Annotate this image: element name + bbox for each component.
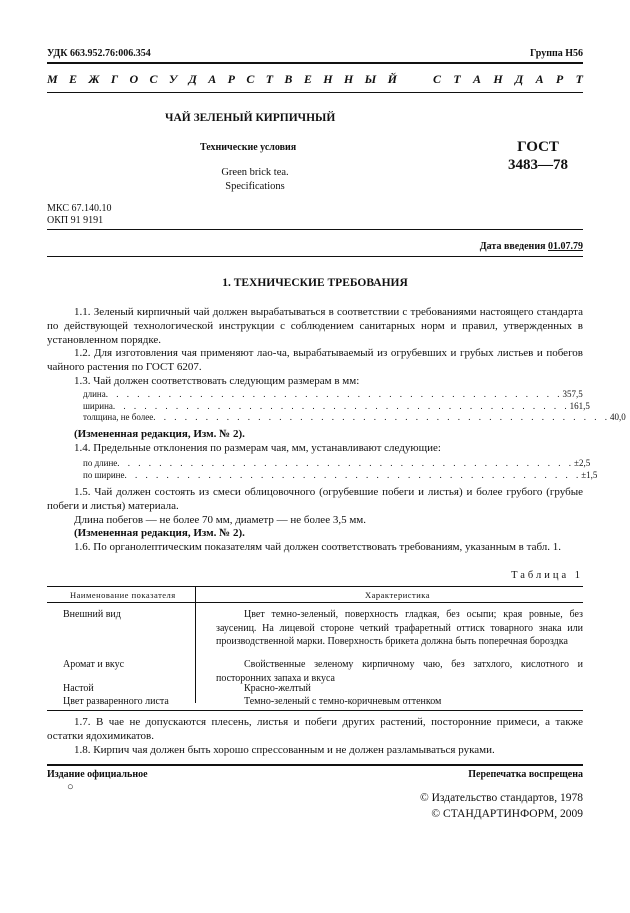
- heading-letter: А: [208, 72, 217, 86]
- heading-letter: А: [473, 72, 482, 86]
- english-title-line2: Specifications: [225, 181, 285, 192]
- circle-mark: ○: [67, 781, 74, 793]
- paragraph-1-5: 1.5. Чай должен состоять из смеси облицовочного (огрубевшие побеги и листья) и более грубого (грубые побеги и листья) материала.: [47, 486, 583, 512]
- deviation-row: по ширине . . . . . . . . . . . . . . . . . . . . . . . . . . . . . . . . . . . . . . . . . . . . ±1,5: [83, 469, 598, 480]
- size-row: ширина . . . . . . . . . . . . . . . . . . . . . . . . . . . . . . . . . . . . . . . . . . . . 161,5: [83, 400, 590, 411]
- heading-letter: С: [246, 72, 255, 86]
- table-column-divider: [195, 586, 196, 703]
- heading-letter: Т: [265, 72, 274, 86]
- deviation-row: по длине . . . . . . . . . . . . . . . . . . . . . . . . . . . . . . . . . . . . . . . . . . . . ±2,5: [83, 458, 591, 468]
- effective-date: [480, 241, 583, 252]
- heading-rule: [47, 92, 583, 93]
- heading-letter: В: [284, 72, 293, 86]
- heading-letter: С: [433, 72, 442, 86]
- paragraph-1-1: 1.1. Зеленый кирпичный чай должен вырабатываться в соответствии с требованиями настоящего стандарта по действующей технологической инструкции с соблюдением санитарных норм и правил, утвержденных в установленном порядке.: [47, 306, 583, 346]
- codes-rule: [47, 229, 583, 230]
- body-block-2: [47, 428, 583, 456]
- paragraph-1-4: 1.4. Предельные отклонения по размерам чая, мм, устанавливают следующие:: [74, 441, 441, 454]
- heading-letter: Н: [343, 72, 354, 86]
- copyright-publisher: © Издательство стандартов, 1978: [419, 792, 583, 804]
- gost-label: ГОСТ: [517, 139, 559, 155]
- heading-letter: А: [535, 72, 544, 86]
- header-rule: [47, 62, 583, 64]
- heading-letter: Ы: [364, 72, 377, 86]
- gost-number: [497, 138, 579, 174]
- body-block-4: [47, 716, 583, 757]
- heading-letter: Р: [555, 72, 564, 86]
- heading-letter: О: [129, 72, 139, 86]
- table-header-characteristic: Характеристика: [365, 590, 431, 600]
- paragraph-1-6: 1.6. По органолептическим показателям чай должен соответствовать требованиям, указанным в табл. 1.: [74, 541, 562, 554]
- heading-letter: Е: [69, 72, 78, 86]
- table-row-name: Настой: [63, 683, 94, 694]
- heading-letter: Т: [453, 72, 461, 86]
- okp-code: ОКП 91 9191: [47, 215, 104, 226]
- heading-letter: Й: [387, 72, 397, 86]
- paragraph-1-5b: Длина побегов — не более 70 мм, диаметр — не более 3,5 мм.: [74, 513, 366, 526]
- size-row: длина . . . . . . . . . . . . . . . . . . . . . . . . . . . . . . . . . . . . . . . . . . . . 357,5: [83, 389, 583, 399]
- effective-date-value: 01.07.79: [548, 241, 583, 252]
- reprint-prohibited: Перепечатка воспрещена: [468, 769, 583, 780]
- mks-code: МКС 67.140.10: [47, 203, 112, 214]
- effective-date-label: Дата введения: [479, 241, 546, 252]
- interstate-standard-heading: [47, 72, 583, 87]
- paragraph-1-7: 1.7. В чае не допускаются плесень, листья и побеги других растений, посторонние примеси, а также остатки ядохимикатов.: [47, 716, 583, 742]
- heading-letter: С: [149, 72, 158, 86]
- heading-letter: Ж: [88, 72, 100, 86]
- english-title: [200, 166, 310, 194]
- group-code: Группа Н56: [530, 48, 583, 59]
- table-row-name: Внешний вид: [63, 609, 121, 620]
- heading-letter: Р: [227, 72, 235, 86]
- udk-code: УДК 663.952.76:006.354: [47, 48, 151, 59]
- gost-code: 3483—78: [508, 157, 568, 173]
- size-row: толщина, не более . . . . . . . . . . . . . . . . . . . . . . . . . . . . . . . . . . . . . . . . . . . . 40,0: [83, 412, 626, 422]
- body-block-1: [47, 306, 583, 389]
- heading-letter: Е: [303, 72, 312, 86]
- amendment-note: (Измененная редакция, Изм. № 2).: [74, 527, 245, 540]
- paragraph-1-2: 1.2. Для изготовления чая применяют лао-ча, вырабатываемый из огрубевших и грубых листьев и побегов чайного растения по ГОСТ 6207.: [47, 347, 583, 374]
- table-row-name: Цвет разваренного листа: [63, 696, 169, 707]
- body-block-3: [47, 486, 583, 555]
- footer-rule: [47, 764, 583, 766]
- amendment-note: (Измененная редакция, Изм. № 2).: [74, 428, 245, 440]
- heading-letter: Д: [515, 72, 524, 86]
- heading-letter: У: [168, 72, 178, 86]
- official-edition: Издание официальное: [47, 769, 148, 780]
- table-bottom-rule: [47, 710, 583, 711]
- table-header-name: Наименование показателя: [70, 590, 176, 600]
- heading-word-1: [47, 72, 397, 87]
- table-row-desc: Красно-желтый: [244, 683, 311, 694]
- classification-codes: [47, 203, 111, 227]
- english-title-line1: Green brick tea.: [221, 167, 289, 178]
- table-row-name: Аромат и вкус: [63, 659, 125, 670]
- paragraph-1-3: 1.3. Чай должен соответствовать следующим размерам в мм:: [74, 374, 360, 387]
- document-title: ЧАЙ ЗЕЛЕНЫЙ КИРПИЧНЫЙ: [165, 112, 336, 124]
- heading-letter: Д: [188, 72, 197, 86]
- paragraph-1-8: 1.8. Кирпич чая должен быть хорошо спрессованным и не должен разламываться руками.: [74, 743, 495, 756]
- heading-word-2: [433, 72, 583, 87]
- table-row-desc: Темно-зеленый с темно-коричневым оттенком: [244, 696, 442, 707]
- deviations-list: [83, 458, 598, 481]
- date-rule: [47, 256, 583, 257]
- sizes-list: [83, 389, 626, 424]
- section-title: 1. ТЕХНИЧЕСКИЕ ТРЕБОВАНИЯ: [222, 277, 408, 289]
- heading-letter: Г: [110, 72, 119, 86]
- table-caption: Таблица 1: [511, 570, 583, 581]
- table-header-rule: [47, 602, 583, 603]
- table-row-desc: Свойственные зеленому кирпичному чаю, без затхлого, кислотного и посторонних запаха и вкуса: [216, 659, 583, 684]
- table-top-rule: [47, 586, 583, 587]
- document-subtitle: Технические условия: [200, 142, 297, 153]
- heading-letter: М: [47, 72, 58, 86]
- heading-letter: Н: [323, 72, 333, 86]
- copyright-standartinform: © СТАНДАРТИНФОРМ, 2009: [431, 808, 583, 820]
- table-row-desc: Цвет темно-зеленый, поверхность гладкая, без осыпи; края ровные, без заусениц. На лицевой стороне четкий трафаретный оттиск товарного знака или производственной марки. Поверхность брикета должна быть поперечная бороздка: [216, 609, 583, 647]
- heading-letter: Т: [575, 72, 583, 86]
- heading-letter: Н: [493, 72, 503, 86]
